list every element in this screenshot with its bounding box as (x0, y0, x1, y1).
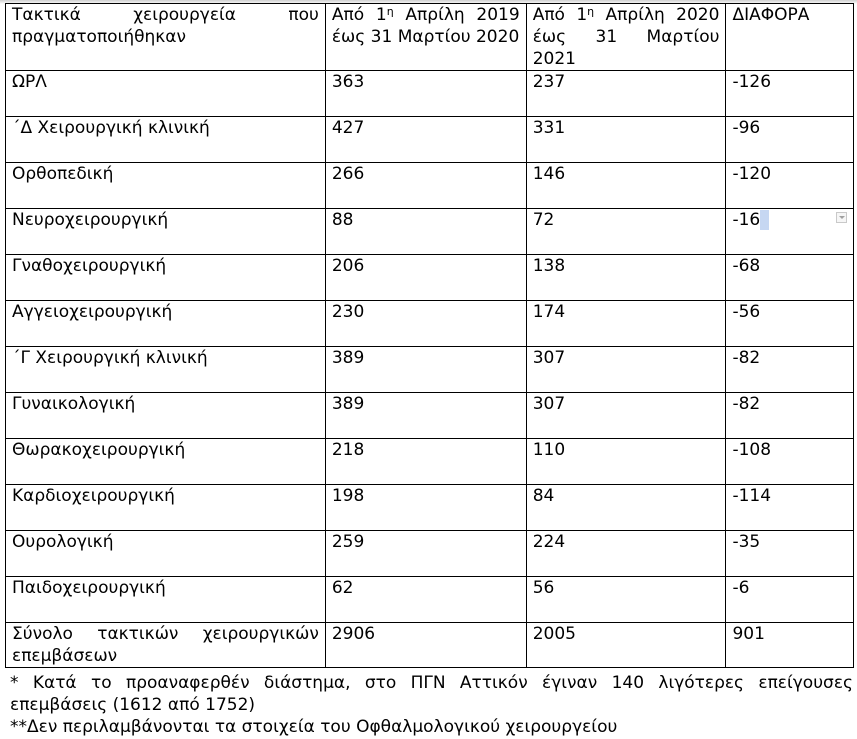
row-name-cell[interactable]: Αγγειοχειρουργική (6, 301, 326, 347)
footnote-ophthalmology[interactable]: **Δεν περιλαμβάνονται τα στοιχεία του Οφθαλμολογικού χειρουργείου (10, 717, 618, 737)
total-period1-cell[interactable]: 2906 (325, 623, 526, 668)
row-name-cell[interactable]: Νευροχειρουργική (6, 209, 326, 255)
row-period1-cell[interactable]: 206 (325, 255, 526, 301)
row-period1-cell[interactable]: 62 (325, 577, 526, 623)
row-diff-cell-selected[interactable] (726, 209, 854, 255)
row-period1-cell[interactable]: 218 (325, 439, 526, 485)
table-header-row (6, 4, 854, 71)
row-name-cell[interactable]: Παιδοχειρουργική (6, 577, 326, 623)
table-row (6, 577, 854, 623)
row-period2-cell[interactable]: 331 (526, 117, 726, 163)
row-period1-cell[interactable]: 389 (325, 393, 526, 439)
table-row (6, 71, 854, 117)
row-period1-cell[interactable]: 363 (325, 71, 526, 117)
table-row (6, 301, 854, 347)
table-row (6, 531, 854, 577)
row-period2-cell[interactable]: 146 (526, 163, 726, 209)
row-diff-cell[interactable]: -114 (726, 485, 854, 531)
row-name-cell[interactable]: Γυναικολογική (6, 393, 326, 439)
header-difference[interactable]: ΔΙΑΦΟΡΑ (726, 4, 854, 71)
total-diff-cell[interactable]: 901 (726, 623, 854, 668)
row-period2-cell[interactable]: 174 (526, 301, 726, 347)
footnotes (10, 672, 853, 738)
superscript: η (587, 5, 595, 18)
table-row (6, 255, 854, 301)
row-diff-cell[interactable]: -108 (726, 439, 854, 485)
table-row (6, 439, 854, 485)
row-diff-cell[interactable]: -82 (726, 347, 854, 393)
total-period2-cell[interactable]: 2005 (526, 623, 726, 668)
row-name-cell[interactable]: Θωρακοχειρουργική (6, 439, 326, 485)
diff-value: -16 (732, 210, 761, 230)
row-period2-cell[interactable]: 307 (526, 347, 726, 393)
row-diff-cell[interactable]: -68 (726, 255, 854, 301)
footnote-emergency[interactable]: * Κατά το προαναφερθέν διάστημα, στο ΠΓΝ Αττικόν έγιναν 140 λιγότερες επείγουσες επεμβάσεις (1612 από 1752) (10, 673, 853, 715)
row-period1-cell[interactable]: 266 (325, 163, 526, 209)
text-selection-highlight (760, 210, 769, 230)
row-period1-cell[interactable]: 88 (325, 209, 526, 255)
row-diff-cell[interactable]: -82 (726, 393, 854, 439)
row-period1-cell[interactable]: 427 (325, 117, 526, 163)
row-period1-cell[interactable]: 389 (325, 347, 526, 393)
row-diff-cell[interactable]: -35 (726, 531, 854, 577)
chevron-down-icon[interactable] (836, 212, 847, 223)
row-diff-cell[interactable]: -56 (726, 301, 854, 347)
row-diff-cell[interactable]: -6 (726, 577, 854, 623)
row-diff-cell[interactable]: -126 (726, 71, 854, 117)
table-row (6, 209, 854, 255)
row-period2-cell[interactable]: 56 (526, 577, 726, 623)
row-period2-cell[interactable]: 138 (526, 255, 726, 301)
row-period2-cell[interactable]: 237 (526, 71, 726, 117)
header-period-2020-2021[interactable]: Από $1^\eta$ Απρίλη 2020 έως 31 Μαρτίου 2021 (526, 4, 726, 71)
table-total-row (6, 623, 854, 668)
header-period-2019-2020[interactable]: Από $1^\eta$ Απρίλη 2019 έως 31 Μαρτίου 2020 (325, 4, 526, 71)
row-period2-cell[interactable]: 72 (526, 209, 726, 255)
row-period1-cell[interactable]: 198 (325, 485, 526, 531)
row-period2-cell[interactable]: 224 (526, 531, 726, 577)
row-period1-cell[interactable]: 230 (325, 301, 526, 347)
superscript: η (386, 5, 394, 18)
table-row (6, 163, 854, 209)
row-name-cell[interactable]: Καρδιοχειρουργική (6, 485, 326, 531)
row-diff-cell[interactable]: -96 (726, 117, 854, 163)
row-period2-cell[interactable]: 307 (526, 393, 726, 439)
table-row (6, 393, 854, 439)
row-name-cell[interactable]: ΩΡΛ (6, 71, 326, 117)
row-name-cell[interactable]: Γναθοχειρουργική (6, 255, 326, 301)
row-name-cell[interactable]: Ουρολογική (6, 531, 326, 577)
total-name-cell[interactable]: Σύνολο τακτικών χειρουργικών επεμβάσεων (6, 623, 326, 668)
table-row (6, 347, 854, 393)
table-row (6, 117, 854, 163)
header-category[interactable]: Τακτικά χειρουργεία που πραγματοποιήθηκαν (6, 4, 326, 71)
row-diff-cell[interactable]: -120 (726, 163, 854, 209)
row-period2-cell[interactable]: 110 (526, 439, 726, 485)
row-name-cell[interactable]: Ορθοπεδική (6, 163, 326, 209)
table-row (6, 485, 854, 531)
row-period1-cell[interactable]: 259 (325, 531, 526, 577)
row-period2-cell[interactable]: 84 (526, 485, 726, 531)
surgeries-table (5, 3, 854, 668)
row-name-cell[interactable]: ΄Δ Χειρουργική κλινική (6, 117, 326, 163)
row-name-cell[interactable]: ΄Γ Χειρουργική κλινική (6, 347, 326, 393)
